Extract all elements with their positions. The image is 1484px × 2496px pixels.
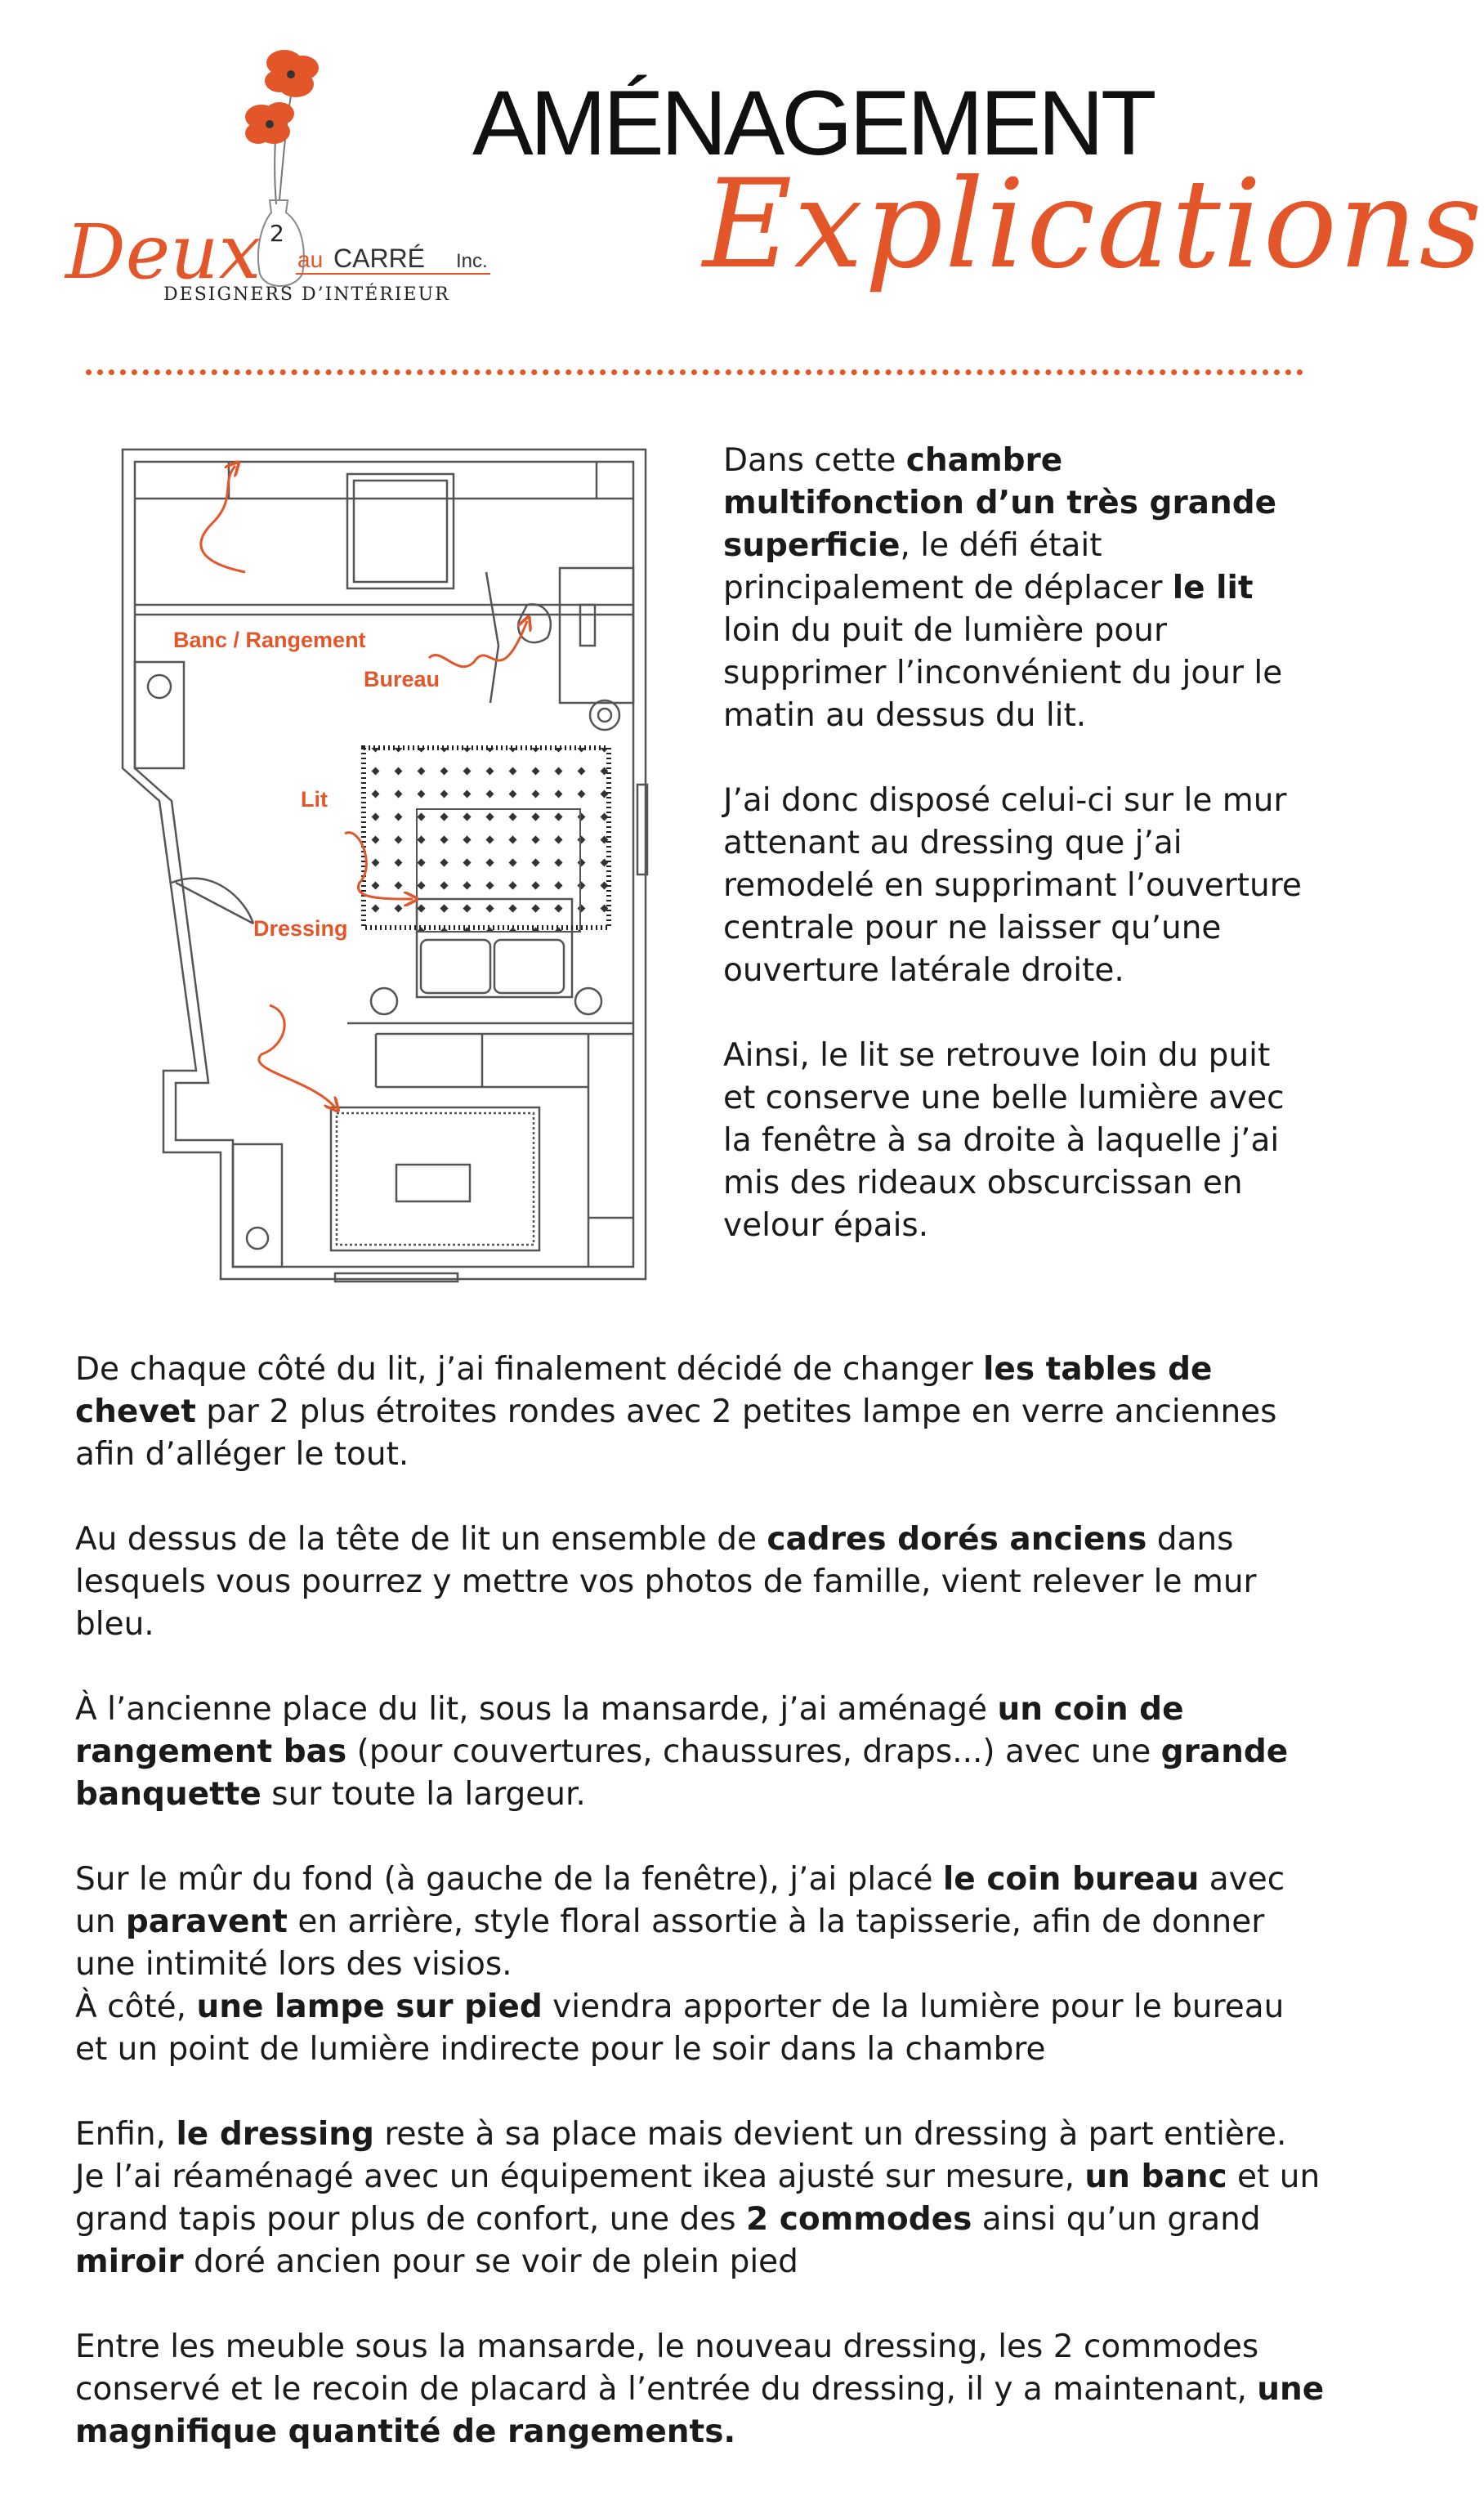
body-paragraph (75, 1519, 1325, 1646)
logo-inc: Inc. (456, 250, 488, 272)
paragraph-text: À côté, (75, 1988, 197, 2025)
emphasis-text: une lampe sur pied (196, 1988, 543, 2025)
paragraph-text: Enfin, (75, 2116, 177, 2153)
paragraph-text: avec un (75, 1861, 1285, 1940)
intro-text (723, 440, 1312, 1290)
floor-plan-diagram (114, 441, 654, 1283)
emphasis-text: cadres dorés anciens (767, 1521, 1147, 1558)
plan-label-bureau: Bureau (364, 667, 440, 691)
logo-tagline: DESIGNERS D’INTÉRIEUR (163, 284, 450, 305)
intro-paragraph (723, 440, 1312, 737)
paragraph-text: Sur le mûr du fond (à gauche de la fenêtre), j’ai placé (75, 1861, 943, 1898)
paragraph-text: par 2 plus étroites rondes avec 2 petites lampe en verre anciennes afin d’alléger le tout. (75, 1393, 1277, 1473)
body-paragraph (75, 1349, 1325, 1476)
body-paragraph (75, 2114, 1325, 2284)
paragraph-text: Entre les meuble sous la mansarde, le nouveau dressing, les 2 commodes conservé et le recoin de placard à l’entrée du dressing, il y a maintenant, (75, 2328, 1259, 2408)
paragraph-text: en arrière, style floral assortie à la tapisserie, afin de donner une intimité lors des visios. (75, 1903, 1265, 1983)
logo-carre: CARRÉ (333, 244, 426, 273)
logo-au: au (297, 247, 324, 272)
plan-label-lit: Lit (301, 787, 328, 812)
page-subtitle: Explications (703, 154, 1484, 296)
emphasis-text: chambre multifonction d’un très grande superficie (723, 442, 1277, 564)
paragraph-text: À l’ancienne place du lit, sous la mansarde, j’ai aménagé (75, 1691, 998, 1728)
paragraph-text: Ainsi, le lit se retrouve loin du puit et conserve une belle lumière avec la fenêtre à sa droite à laquelle j’ai mis des rideaux obscurcissan en velour épais. (723, 1037, 1285, 1244)
body-paragraph (75, 1859, 1325, 1986)
plan-rug (364, 748, 609, 932)
company-logo (65, 45, 507, 315)
body-paragraph (75, 2326, 1325, 2454)
emphasis-text: le coin bureau (942, 1861, 1200, 1898)
emphasis-text: le dressing (176, 2116, 374, 2153)
emphasis-text: un banc (1084, 2158, 1227, 2195)
paragraph-text: viendra apporter de la lumière pour le bureau et un point de lumière indirecte pour le soir dans la chambre (75, 1988, 1285, 2068)
logo-script-name: Deux (65, 208, 261, 296)
page-title: AMÉNAGEMENT (472, 72, 1154, 174)
paragraph-text: dans lesquels vous pourrez y mettre vos photos de famille, vient relever le mur bleu. (75, 1521, 1257, 1643)
paragraph-text: J’ai donc disposé celui-ci sur le mur attenant au dressing que j’ai remodelé en supprimant l’ouverture centrale pour ne laisser qu’une ouverture latérale droite. (723, 782, 1302, 989)
plan-label-dressing: Dressing (253, 916, 348, 941)
paragraph-text: , le défi était principalement de déplacer (723, 527, 1173, 606)
paragraph-text: ainsi qu’un grand (972, 2201, 1261, 2238)
paragraph-text: loin du puit de lumière pour supprimer l’inconvénient du jour le matin au dessus du lit. (723, 612, 1283, 734)
emphasis-text: un coin de rangement bas (75, 1691, 1184, 1770)
body-paragraph (75, 1986, 1325, 2071)
emphasis-text: les tables de chevet (75, 1351, 1213, 1430)
paragraph-text: et un grand tapis pour plus de confort, une des (75, 2158, 1321, 2238)
paragraph-text: De chaque côté du lit, j’ai finalement décidé de changer (75, 1351, 984, 1388)
emphasis-text: paravent (125, 1903, 288, 1940)
paragraph-text: Au dessus de la tête de lit un ensemble de (75, 1521, 767, 1558)
body-text (75, 1349, 1325, 2496)
body-paragraph (75, 1689, 1325, 1816)
paragraph-text: (pour couvertures, chaussures, draps...) avec une (346, 1733, 1161, 1770)
dotted-divider (86, 369, 1303, 375)
paragraph-text: reste à sa place mais devient un dressing à part entière. Je l’ai réaménagé avec un équipement ikea ajusté sur mesure, (75, 2116, 1287, 2195)
plan-label-banc: Banc / Rangement (173, 628, 366, 652)
emphasis-text: grande banquette (75, 1733, 1289, 1813)
logo-superscript: 2 (270, 220, 284, 247)
emphasis-text: le lit (1172, 570, 1254, 606)
paragraph-text: Dans cette (723, 442, 906, 479)
emphasis-text: 2 commodes (746, 2201, 972, 2238)
paragraph-text: doré ancien pour se voir de plein pied (183, 2243, 798, 2280)
emphasis-text: une magnifique quantité de rangements. (75, 2371, 1325, 2450)
intro-paragraph (723, 1035, 1312, 1247)
emphasis-text: miroir (75, 2243, 184, 2280)
paragraph-text: sur toute la largeur. (261, 1776, 586, 1813)
intro-paragraph (723, 780, 1312, 992)
